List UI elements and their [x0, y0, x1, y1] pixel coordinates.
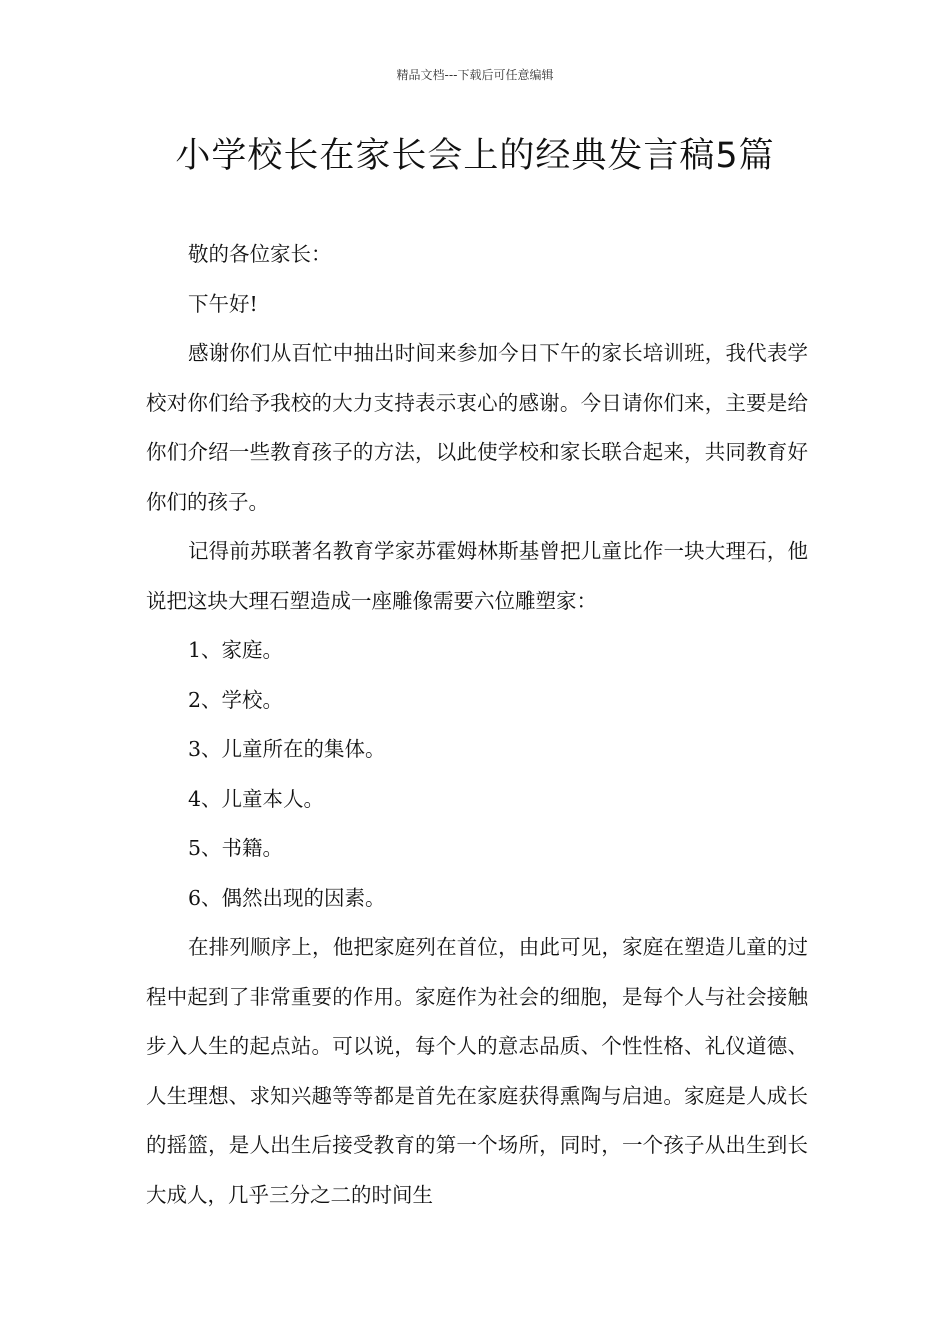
paragraph-salutation: 敬的各位家长： — [188, 242, 332, 266]
list-item: 3、儿童所在的集体。 — [188, 737, 386, 761]
list-item: 2、学校。 — [188, 687, 284, 712]
header-note: 精品文档---下载后可任意编辑 — [396, 68, 554, 82]
list-item: 5、书籍。 — [188, 836, 284, 860]
paragraph-family-role: 在排列顺序上，他把家庭列在首位，由此可见，家庭在塑造儿童的过程中起到了非常重要的作用。家庭作为社会的细胞，是每个人与社会接触步入人生的起点站。可以说，每个人的意志品质、个性性格、礼仪道德、人生理想、求知兴趣等等都是首先在家庭获得熏陶与启迪。家庭是人成长的摇篮，是人出生后接受教育的第一个场所，同时，一个孩子从出生到长大成人，几乎三分之二的时间生 — [146, 935, 808, 1207]
list-item: 6、偶然出现的因素。 — [188, 885, 386, 910]
document-title: 小学校长在家长会上的经典发言稿5篇 — [175, 136, 775, 176]
paragraph-greeting: 下午好! — [188, 291, 258, 316]
document-body — [146, 230, 808, 1220]
list-item: 4、儿童本人。 — [188, 786, 325, 811]
list-item: 1、家庭。 — [188, 638, 284, 662]
paragraph-thanks: 感谢你们从百忙中抽出时间来参加今日下午的家长培训班，我代表学校对你们给予我校的大力支持表示衷心的感谢。今日请你们来，主要是给你们介绍一些教育孩子的方法，以此使学校和家长联合起来，共同教育好你们的孩子。 — [146, 341, 808, 514]
paragraph-quote: 记得前苏联著名教育学家苏霍姆林斯基曾把儿童比作一块大理石，他说把这块大理石塑造成一座雕像需要六位雕塑家： — [146, 539, 808, 613]
